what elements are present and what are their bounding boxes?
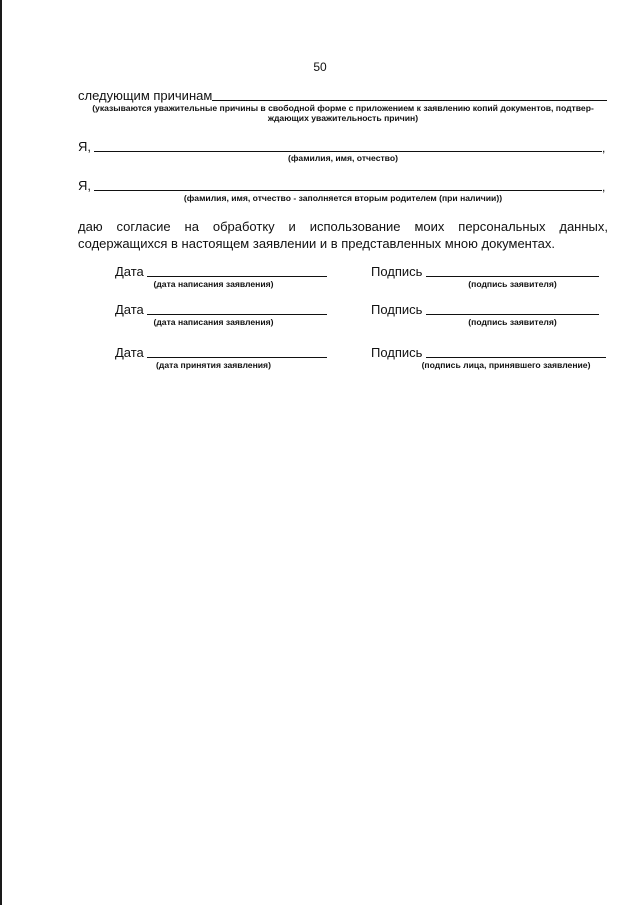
page-number: 50 [313,60,327,74]
reasons-hint-line2: ждающих уважительность причин) [267,113,419,123]
date-line-1 [147,276,327,277]
date-label-1: Дата [115,264,144,279]
sign-line-3 [426,357,606,358]
person2-comma: , [602,180,606,194]
reasons-line [212,100,607,101]
reasons-hint-line1: (указываются уважительные причины в свободной форме с приложением к заявлению копий документов, подтвер- [92,103,594,113]
person1-hint: (фамилия, имя, отчество) [288,153,398,163]
date-hint-3: (дата принятия заявления) [156,360,271,370]
reasons-label: следующим причинам [78,88,213,103]
consent-paragraph: даю согласие на обработку и использование моих персональных данных, содержащихся в настоящем заявлении и в представленных мною документах. [78,219,608,251]
date-label-2: Дата [115,302,144,317]
sign-hint-3: (подпись лица, принявшего заявление) [421,360,591,370]
sign-line-2 [426,314,599,315]
person1-label: Я, [78,139,91,154]
date-hint-2: (дата написания заявления) [153,317,274,327]
person2-label: Я, [78,178,91,193]
person2-line [94,190,602,191]
sign-hint-1: (подпись заявителя) [468,279,557,289]
date-label-3: Дата [115,345,144,360]
date-hint-1: (дата написания заявления) [153,279,274,289]
sign-hint-2: (подпись заявителя) [468,317,557,327]
date-line-3 [147,357,327,358]
person1-comma: , [602,141,606,155]
sign-label-2: Подпись [371,302,423,317]
person2-hint: (фамилия, имя, отчество - заполняется вторым родителем (при наличии)) [183,193,503,203]
page-left-border [0,0,2,905]
sign-label-1: Подпись [371,264,423,279]
date-line-2 [147,314,327,315]
sign-line-1 [426,276,599,277]
sign-label-3: Подпись [371,345,423,360]
person1-line [94,151,602,152]
